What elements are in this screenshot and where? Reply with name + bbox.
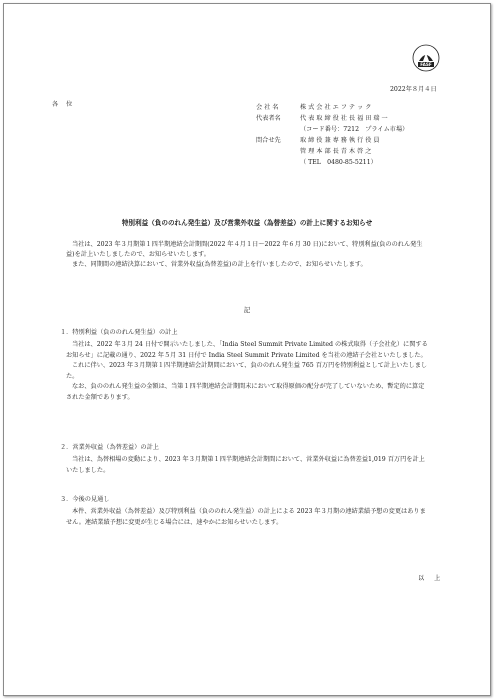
section-paragraph: 当社は、2022 年３月 24 日付で開示いたしました、「India Steel Summit Private Limited の株式取得（子会社化）に関するお知らせ」に記載の通り、2022 年５月 31 日付で India Steel Summit Private Limited を当社の連結子会社といたしました。	[66, 341, 428, 359]
addressee: 各 位	[52, 101, 76, 108]
section-paragraph: 当社は、為替相場の変動により、2023 年３月期第１四半期連結会計期間において、営業外収益に為替差益1,019 百万円を計上いたしました。	[66, 456, 425, 474]
section-body	[66, 455, 430, 476]
intro-paragraph: 当社は、2023 年３月期第１四半期連結会計期間(2022 年４月１日〜2022 年６月 30 日)において、特別利益(負ののれん発生益)を計上いたしましたので、お知らせいたします。	[66, 241, 423, 258]
contact-label-2	[256, 147, 300, 158]
contact-title: 取 締 役 兼 専 務 執 行 役 員	[300, 137, 380, 144]
section-body	[66, 340, 430, 404]
company-label: 会 社 名	[256, 104, 279, 111]
contact-tel: （ TEL 0480-85-5211）	[300, 159, 377, 166]
representative-name: 代 表 取 締 役 社 長 福 田 瑞 一	[300, 115, 388, 122]
section-paragraph: これに伴い、2023 年３月期第１四半期連結会計期間において、負ののれん発生益 765 百万円を特別利益として計上いたしました。	[66, 362, 428, 380]
section-heading: ３．今後の見通し	[60, 496, 110, 503]
contact-label: 問合せ先	[256, 137, 281, 144]
section-body	[66, 507, 430, 528]
code-label	[256, 125, 300, 136]
fasf-logo-icon	[412, 44, 440, 72]
company-name: 株 式 会 社 エ フ テ ッ ク	[300, 104, 372, 111]
contact-name: 管 理 本 部 長 青 木 啓 之	[300, 148, 372, 155]
logo-text: FASF	[420, 62, 432, 68]
document-title: 特別利益（負ののれん発生益）及び営業外収益（為替差益）の計上に関するお知らせ	[121, 219, 373, 227]
section-heading: １．特別利益（負ののれん発生益）の計上	[60, 329, 178, 336]
closing-mark: 以 上	[418, 575, 445, 582]
document-page	[3, 3, 491, 696]
company-info	[256, 103, 408, 169]
section-heading: ２．営業外収益（為替差益）の計上	[60, 444, 159, 451]
release-date: 2022年８月４日	[390, 86, 437, 93]
section-paragraph: なお、負ののれん発生益の金額は、当第１四半期連結会計期間末において取得原価の配分が完了していないため、暫定的に算定された金額であります。	[66, 383, 425, 401]
intro-section	[66, 240, 426, 270]
representative-label: 代表者名	[256, 115, 281, 122]
section-paragraph: 本件、営業外収益（為替差益）及び特別利益（負ののれん発生益）の計上による 2023 年３月期の連結業績予想の変更はありません。連結業績予想に変更が生じる場合には、速やかにお知らせいたします。	[66, 508, 426, 526]
contact-label-3	[256, 158, 300, 169]
ki-marker: 記	[243, 306, 251, 314]
intro-paragraph: また、同期間の連結決算において、営業外収益(為替差益)の計上を行いましたので、お知らせいたします。	[72, 261, 367, 268]
stock-code: （コード番号：7212 プライム市場）	[300, 126, 409, 133]
